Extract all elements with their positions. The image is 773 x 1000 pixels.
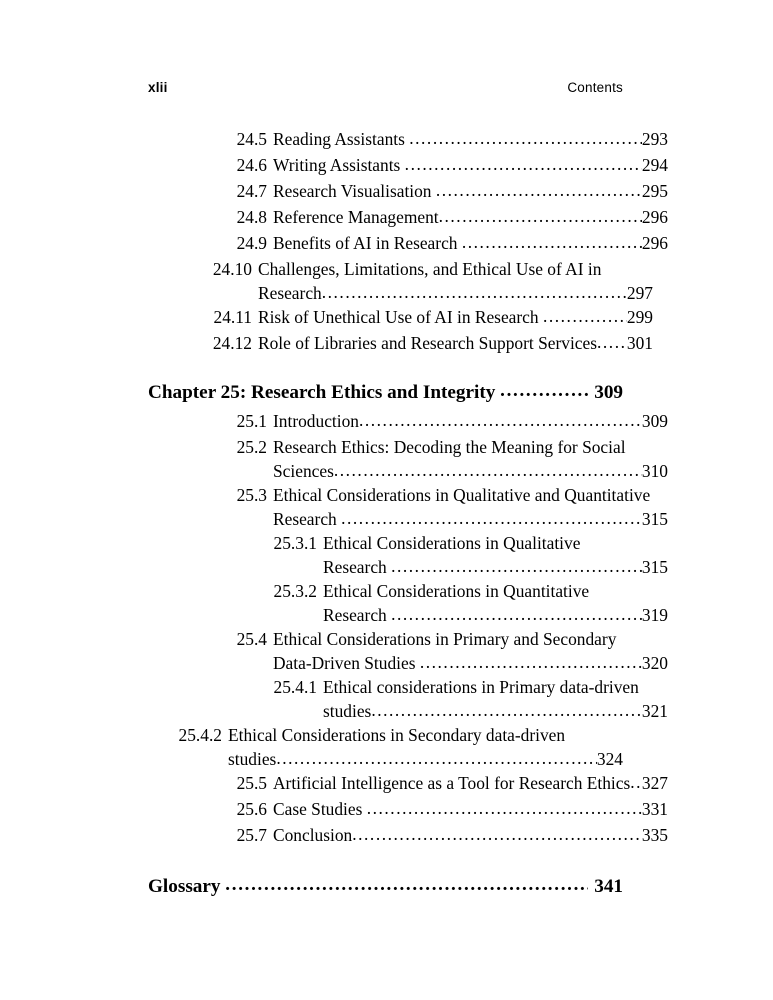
- vertical-spacer: [148, 900, 623, 902]
- toc-section-entry[interactable]: [193, 626, 668, 674]
- toc-page-number: 341: [594, 876, 623, 897]
- dot-leader: [225, 872, 588, 898]
- toc-section-number: 24.6: [236, 155, 267, 175]
- toc-page-number: 321: [641, 701, 668, 721]
- dot-leader: [436, 178, 642, 203]
- toc-page-number: 327: [641, 773, 668, 793]
- dot-leader: [367, 796, 642, 821]
- toc-section-entry[interactable]: [193, 822, 668, 848]
- dot-leader: [276, 748, 597, 769]
- vertical-spacer: [148, 356, 623, 380]
- toc-section-title: Artificial Intelligence as a Tool for Research Ethics: [273, 773, 631, 793]
- toc-section-number: 25.4.1: [273, 677, 317, 697]
- toc-section-entry[interactable]: [193, 578, 668, 626]
- toc-section-number: 24.8: [236, 207, 267, 227]
- toc-page-number: 315: [641, 557, 668, 577]
- toc-page-number: 297: [626, 283, 653, 303]
- dot-leader: [405, 152, 642, 177]
- toc-section-entry[interactable]: [193, 126, 668, 152]
- toc-section-entry[interactable]: [148, 722, 623, 770]
- dot-leader: [409, 126, 642, 151]
- dot-leader: [359, 408, 642, 433]
- toc-section-title: Role of Libraries and Research Support Services: [258, 333, 598, 353]
- toc-chapter-entry[interactable]: [148, 380, 623, 406]
- toc-chapter-title: Chapter 25: Research Ethics and Integrity: [148, 382, 501, 403]
- dot-leader: [630, 770, 642, 795]
- toc-section-entry[interactable]: [193, 530, 668, 578]
- toc-section-title: Research: [273, 509, 342, 529]
- toc-section-title: Writing Assistants: [273, 155, 405, 175]
- toc-section-title: Case Studies: [273, 799, 367, 819]
- dot-leader: [334, 460, 642, 481]
- table-of-contents: [148, 126, 668, 902]
- toc-page-number: 301: [626, 333, 653, 353]
- dot-leader: [462, 230, 642, 255]
- toc-section-title: Introduction: [273, 411, 359, 431]
- running-head-title: Contents: [567, 80, 623, 95]
- dot-leader: [597, 330, 627, 355]
- toc-page-number: 320: [641, 653, 668, 673]
- toc-section-title: Conclusion: [273, 825, 353, 845]
- toc-section-title: Ethical Considerations in Qualitative and Quantitative: [273, 485, 651, 505]
- toc-section-title: Research: [258, 283, 322, 303]
- dot-leader: [420, 652, 642, 673]
- toc-section-entry[interactable]: [193, 204, 668, 230]
- toc-page-number: 299: [626, 307, 653, 327]
- dot-leader: [371, 700, 642, 721]
- toc-section-entry[interactable]: [193, 408, 668, 434]
- toc-section-title: Ethical Considerations in Primary and Secondary: [273, 629, 617, 649]
- toc-section-title: Ethical Considerations in Qualitative: [323, 533, 581, 553]
- toc-section-title: studies: [228, 749, 277, 769]
- toc-chapter-entry[interactable]: [148, 874, 623, 900]
- toc-section-title: Risk of Unethical Use of AI in Research: [258, 307, 543, 327]
- toc-section-title: Benefits of AI in Research: [273, 233, 462, 253]
- toc-page-number: 324: [596, 749, 623, 769]
- toc-section-number: 25.3: [236, 485, 267, 505]
- dot-leader: [391, 604, 642, 625]
- toc-page-number: 296: [641, 233, 668, 253]
- toc-section-title: Challenges, Limitations, and Ethical Use of AI in: [258, 259, 602, 279]
- toc-section-title: Ethical considerations in Primary data-driven: [323, 677, 639, 697]
- toc-page-number: 319: [641, 605, 668, 625]
- toc-section-title: Research Visualisation: [273, 181, 436, 201]
- toc-section-entry[interactable]: [178, 330, 653, 356]
- toc-section-entry[interactable]: [193, 796, 668, 822]
- toc-section-entry[interactable]: [178, 256, 653, 304]
- toc-section-entry[interactable]: [193, 770, 668, 796]
- dot-leader: [391, 556, 642, 577]
- vertical-spacer: [148, 848, 623, 874]
- dot-leader: [543, 304, 627, 329]
- toc-page-number: 335: [641, 825, 668, 845]
- toc-section-number: 25.1: [236, 411, 267, 431]
- toc-section-number: 24.7: [236, 181, 267, 201]
- folio-number: xlii: [148, 80, 168, 95]
- toc-section-title: Reference Management: [273, 207, 439, 227]
- toc-section-title: Research: [323, 605, 392, 625]
- toc-section-number: 25.6: [236, 799, 267, 819]
- toc-page-number: 310: [641, 461, 668, 481]
- toc-page-number: 295: [641, 181, 668, 201]
- dot-leader: [352, 822, 642, 847]
- toc-section-number: 25.2: [236, 437, 267, 457]
- dot-leader: [341, 508, 642, 529]
- toc-section-title: Sciences: [273, 461, 334, 481]
- toc-page-number: 293: [641, 129, 668, 149]
- toc-section-entry[interactable]: [193, 674, 668, 722]
- toc-section-number: 24.10: [212, 259, 252, 279]
- toc-page-number: 331: [641, 799, 668, 819]
- toc-section-number: 25.5: [236, 773, 267, 793]
- toc-section-number: 25.4.2: [178, 725, 222, 745]
- toc-page-number: 309: [641, 411, 668, 431]
- toc-section-entry[interactable]: [193, 482, 668, 530]
- toc-section-number: 24.12: [212, 333, 252, 353]
- toc-section-number: 25.3.1: [273, 533, 317, 553]
- toc-section-number: 25.7: [236, 825, 267, 845]
- toc-section-title: Ethical Considerations in Quantitative: [323, 581, 590, 601]
- toc-section-title: Ethical Considerations in Secondary data-driven: [228, 725, 566, 745]
- toc-section-title: Reading Assistants: [273, 129, 410, 149]
- toc-page-number: 315: [641, 509, 668, 529]
- dot-leader: [322, 282, 627, 303]
- toc-section-title: Data-Driven Studies: [273, 653, 420, 673]
- running-head: [148, 80, 623, 95]
- toc-section-entry[interactable]: [193, 230, 668, 256]
- toc-section-title: Research Ethics: Decoding the Meaning for Social: [273, 437, 626, 457]
- toc-section-number: 24.5: [236, 129, 267, 149]
- toc-page-number: 296: [641, 207, 668, 227]
- toc-section-entry[interactable]: [193, 434, 668, 482]
- toc-page-number: 294: [641, 155, 668, 175]
- toc-page-number: 309: [594, 382, 623, 403]
- dot-leader: [439, 204, 642, 229]
- dot-leader: [500, 378, 588, 404]
- toc-section-number: 25.3.2: [273, 581, 317, 601]
- toc-section-entry[interactable]: [193, 152, 668, 178]
- toc-section-number: 25.4: [236, 629, 267, 649]
- toc-section-title: studies: [323, 701, 372, 721]
- toc-section-title: Research: [323, 557, 392, 577]
- toc-section-number: 24.11: [213, 307, 252, 327]
- toc-section-entry[interactable]: [193, 178, 668, 204]
- toc-section-number: 24.9: [236, 233, 267, 253]
- toc-section-entry[interactable]: [178, 304, 653, 330]
- toc-chapter-title: Glossary: [148, 876, 226, 897]
